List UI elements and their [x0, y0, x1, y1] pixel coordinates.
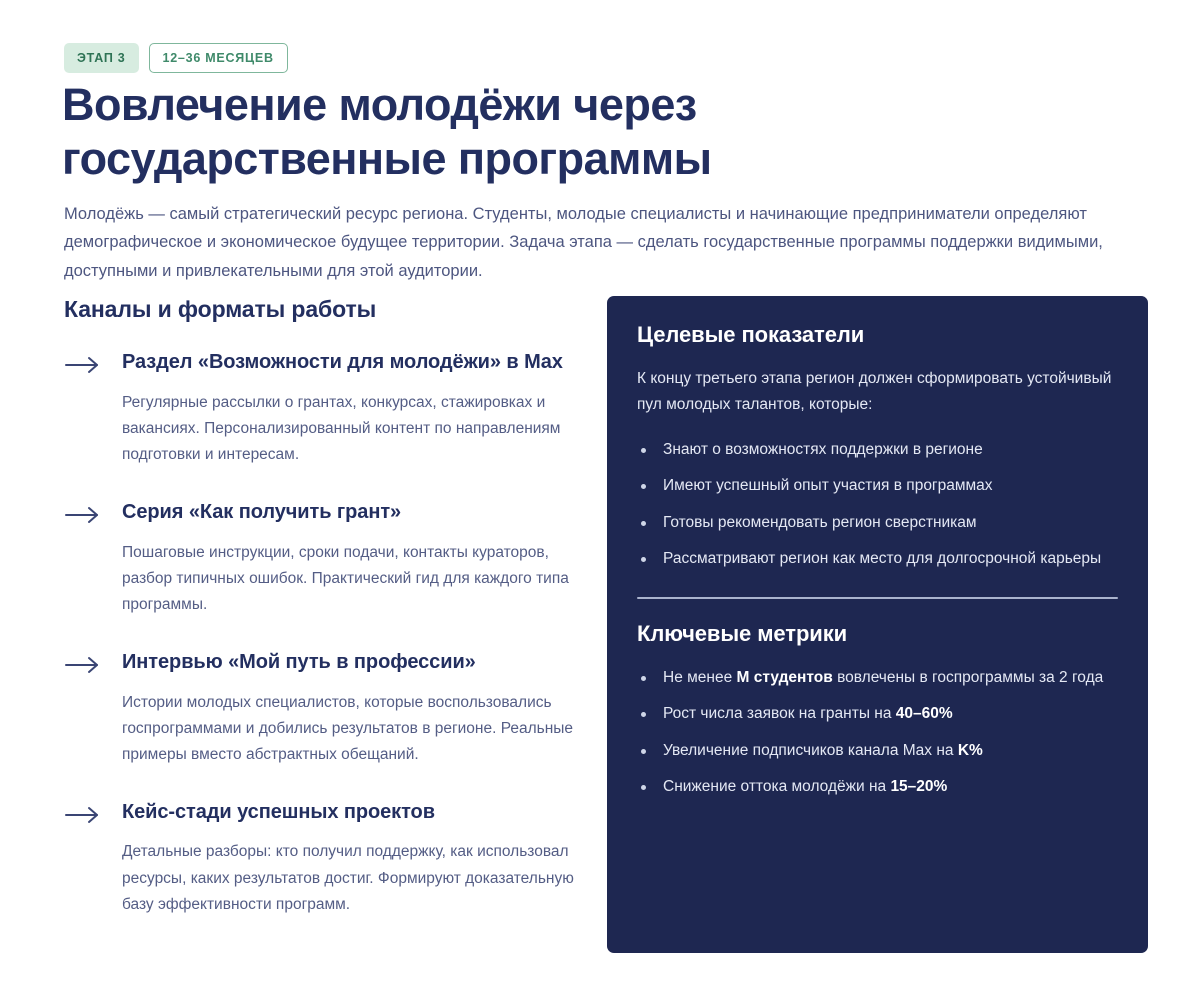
panel-divider	[637, 597, 1118, 599]
target-item: Готовы рекомендовать регион сверстникам	[637, 512, 1118, 534]
metric-prefix: Снижение оттока молодёжи на	[663, 777, 891, 795]
target-item: Знают о возможностях поддержки в регионе	[637, 439, 1118, 461]
metric-item	[637, 740, 1118, 762]
duration-badge: 12–36 МЕСЯЦЕВ	[149, 43, 288, 73]
arrow-right-icon	[64, 505, 102, 525]
badge-group	[64, 43, 288, 73]
channel-title: Интервью «Мой путь в профессии»	[122, 650, 476, 673]
metric-prefix: Рост числа заявок на гранты на	[663, 705, 896, 723]
channel-title: Раздел «Возможности для молодёжи» в Max	[122, 351, 563, 373]
metric-item	[637, 703, 1118, 725]
metric-item	[637, 667, 1118, 689]
metric-item	[637, 776, 1118, 798]
page-title: Вовлечение молодёжи через государственные программы	[62, 79, 712, 184]
channel-item	[64, 349, 584, 468]
metric-value: M студентов	[736, 668, 833, 686]
targets-lead: К концу третьего этапа регион должен сформировать устойчивый пул молодых талантов, которые:	[637, 370, 1112, 414]
channel-description: Детальные разборы: кто получил поддержку, как использовал ресурсы, каких результатов достиг. Формируют доказательную базу эффективности программ.	[122, 843, 574, 913]
channel-description: Пошаговые инструкции, сроки подачи, контакты кураторов, разбор типичных ошибок. Практический гид для каждого типа программы.	[122, 543, 569, 613]
targets-heading: Целевые показатели	[637, 322, 865, 347]
stage-badge: ЭТАП 3	[64, 43, 139, 73]
metric-prefix: Увеличение подписчиков канала Max на	[663, 741, 958, 759]
metric-value: K%	[957, 741, 983, 759]
channel-description: Истории молодых специалистов, которые воспользовались госпрограммами и добились результатов в регионе. Реальные примеры вместо абстрактных обещаний.	[122, 693, 574, 763]
channels-heading: Каналы и форматы работы	[64, 296, 377, 322]
target-item: Имеют успешный опыт участия в программах	[637, 475, 1118, 497]
channels-column	[64, 296, 584, 918]
metric-suffix: вовлечены в госпрограммы за 2 года	[832, 668, 1104, 686]
channel-item	[64, 799, 584, 918]
targets-panel	[607, 296, 1148, 953]
metric-prefix: Не менее	[663, 668, 737, 686]
metric-value: 15–20%	[890, 777, 948, 795]
arrow-right-icon	[64, 805, 102, 825]
channel-title: Серия «Как получить грант»	[122, 500, 402, 523]
arrow-right-icon	[64, 655, 102, 675]
targets-list	[637, 439, 1118, 571]
intro-paragraph: Молодёжь — самый стратегический ресурс региона. Студенты, молодые специалисты и начинающие предприниматели определяют демографическое и экономическое будущее территории. Задача этапа — сделать государственные программы поддержки видимыми, доступными и привлекательными для этой аудитории.	[64, 205, 1103, 280]
channel-description: Регулярные рассылки о грантах, конкурсах, стажировках и вакансиях. Персонализированный контент по направлениям подготовки и интересам.	[122, 393, 561, 463]
metrics-heading: Ключевые метрики	[637, 620, 848, 646]
channel-item	[64, 649, 584, 768]
arrow-right-icon	[64, 355, 102, 375]
channel-item	[64, 499, 584, 618]
metric-value: 40–60%	[895, 705, 953, 723]
channel-title: Кейс-стади успешных проектов	[122, 800, 435, 823]
target-item: Рассматривают регион как место для долгосрочной карьеры	[637, 548, 1118, 570]
metrics-list	[637, 667, 1118, 799]
